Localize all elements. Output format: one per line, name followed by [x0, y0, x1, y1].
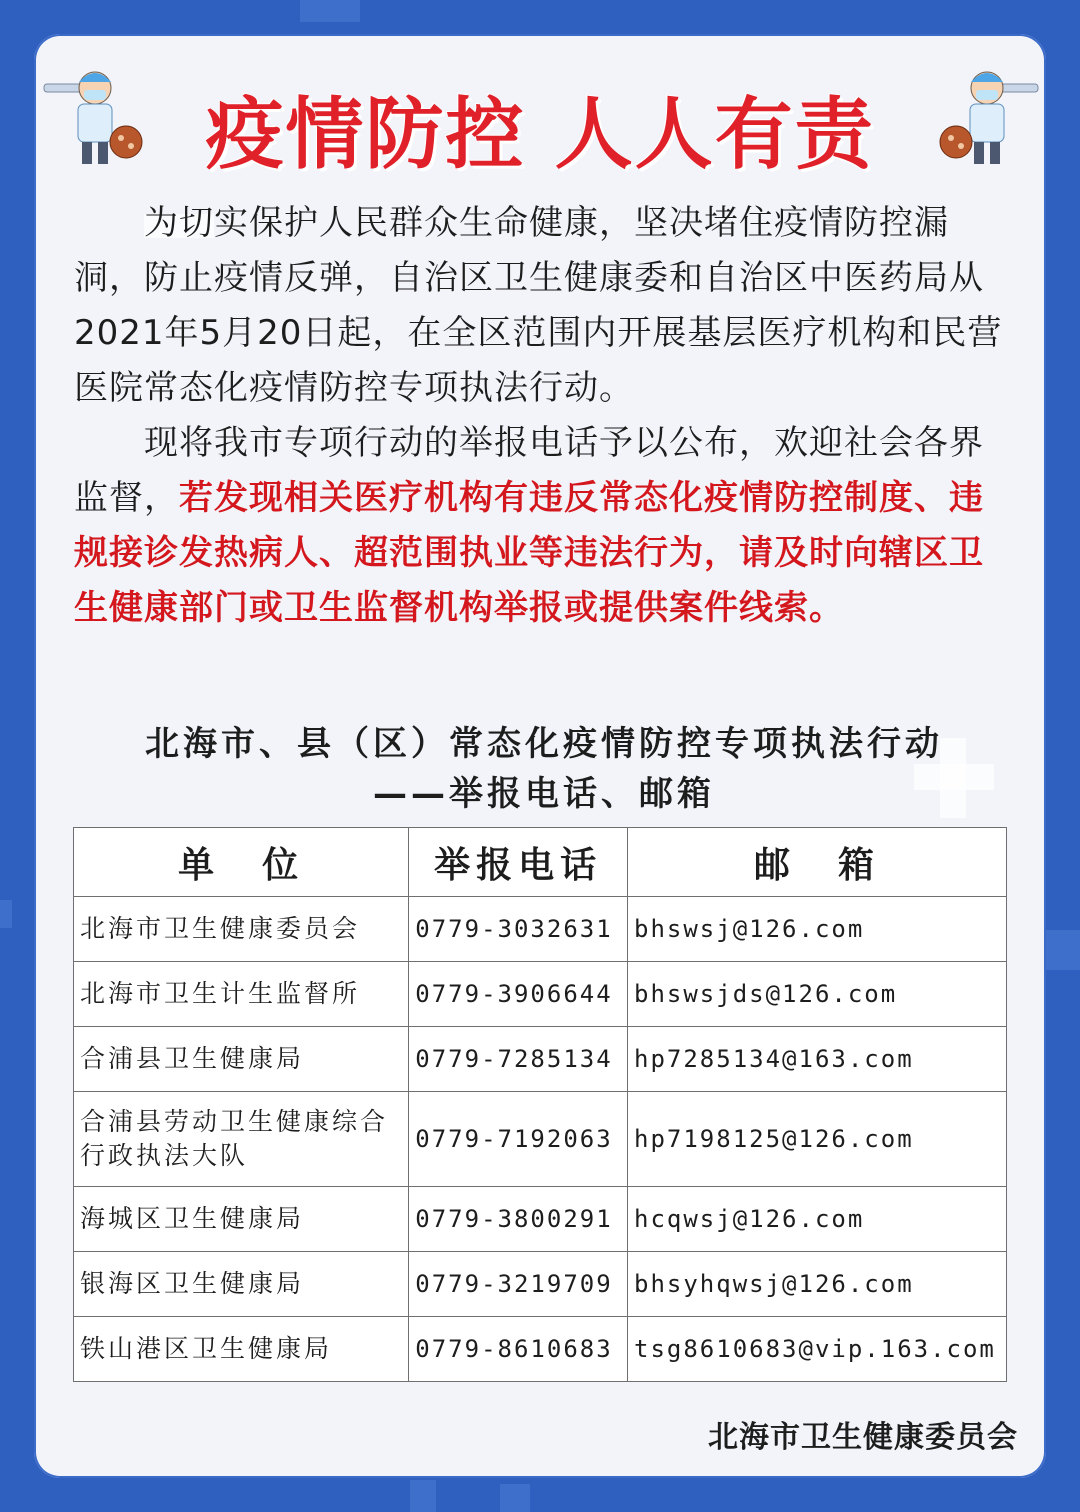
doctor-with-syringe-icon — [932, 62, 1042, 172]
phone-cell[interactable]: 0779-3032631 — [409, 897, 628, 962]
unit-cell: 银海区卫生健康局 — [74, 1252, 409, 1317]
table-row — [74, 1252, 1007, 1317]
header-unit: 单 位 — [74, 828, 409, 897]
intro-paragraph-2-text: 现将我市专项行动的举报电话予以公布，欢迎社会各界监督， — [74, 423, 984, 518]
table-row — [74, 1027, 1007, 1092]
intro-paragraph-2-highlight: 若发现相关医疗机构有违反常态化疫情防控制度、违规接诊发热病人、超范围执业等违法行为，请及时向辖区卫生健康部门或卫生监督机构举报或提供案件线索。 — [74, 478, 984, 628]
phone-cell[interactable]: 0779-3800291 — [409, 1187, 628, 1252]
doctor-with-syringe-icon — [40, 62, 150, 172]
bg-cross — [300, 0, 360, 22]
unit-cell: 北海市卫生计生监督所 — [74, 962, 409, 1027]
page-title: 疫情防控 人人有责 — [205, 89, 875, 180]
bg-cross — [410, 1480, 436, 1512]
header-phone: 举报电话 — [409, 828, 628, 897]
phone-cell[interactable]: 0779-8610683 — [409, 1317, 628, 1382]
table-title-line2: ——举报电话、邮箱 — [373, 774, 715, 814]
intro-paragraph-2 — [74, 416, 1014, 636]
unit-cell: 海城区卫生健康局 — [74, 1187, 409, 1252]
table-title-line1: 北海市、县（区）常态化疫情防控专项执法行动 — [145, 724, 943, 764]
email-cell[interactable]: tsg8610683@vip.163.com — [628, 1317, 1007, 1382]
bg-cross — [1046, 930, 1080, 970]
bg-cross — [500, 1484, 530, 1512]
contacts-table — [73, 827, 1007, 1382]
table-row — [74, 1317, 1007, 1382]
table-row — [74, 1092, 1007, 1187]
table-header-row — [74, 828, 1007, 897]
table-row — [74, 897, 1007, 962]
email-cell[interactable]: hp7198125@126.com — [628, 1092, 1007, 1187]
unit-cell: 北海市卫生健康委员会 — [74, 897, 409, 962]
phone-cell[interactable]: 0779-3219709 — [409, 1252, 628, 1317]
intro-paragraph-1: 为切实保护人民群众生命健康，坚决堵住疫情防控漏洞，防止疫情反弹，自治区卫生健康委和自治区中医药局从2021年5月20日起，在全区范围内开展基层医疗机构和民营医院常态化疫情防控专项执法行动。 — [74, 203, 1003, 408]
table-row — [74, 1187, 1007, 1252]
header-email: 邮 箱 — [628, 828, 1007, 897]
unit-cell: 铁山港区卫生健康局 — [74, 1317, 409, 1382]
email-cell[interactable]: bhswsj@126.com — [628, 897, 1007, 962]
footer-issuer: 北海市卫生健康委员会 — [708, 1420, 1018, 1455]
unit-cell: 合浦县卫生健康局 — [74, 1027, 409, 1092]
bg-cross — [0, 900, 12, 928]
phone-cell[interactable]: 0779-7285134 — [409, 1027, 628, 1092]
phone-cell[interactable]: 0779-3906644 — [409, 962, 628, 1027]
email-cell[interactable]: hcqwsj@126.com — [628, 1187, 1007, 1252]
email-cell[interactable]: bhswsjds@126.com — [628, 962, 1007, 1027]
unit-cell: 合浦县劳动卫生健康综合行政执法大队 — [74, 1092, 409, 1187]
email-cell[interactable]: bhsyhqwsj@126.com — [628, 1252, 1007, 1317]
table-row — [74, 962, 1007, 1027]
email-cell[interactable]: hp7285134@163.com — [628, 1027, 1007, 1092]
phone-cell[interactable]: 0779-7192063 — [409, 1092, 628, 1187]
